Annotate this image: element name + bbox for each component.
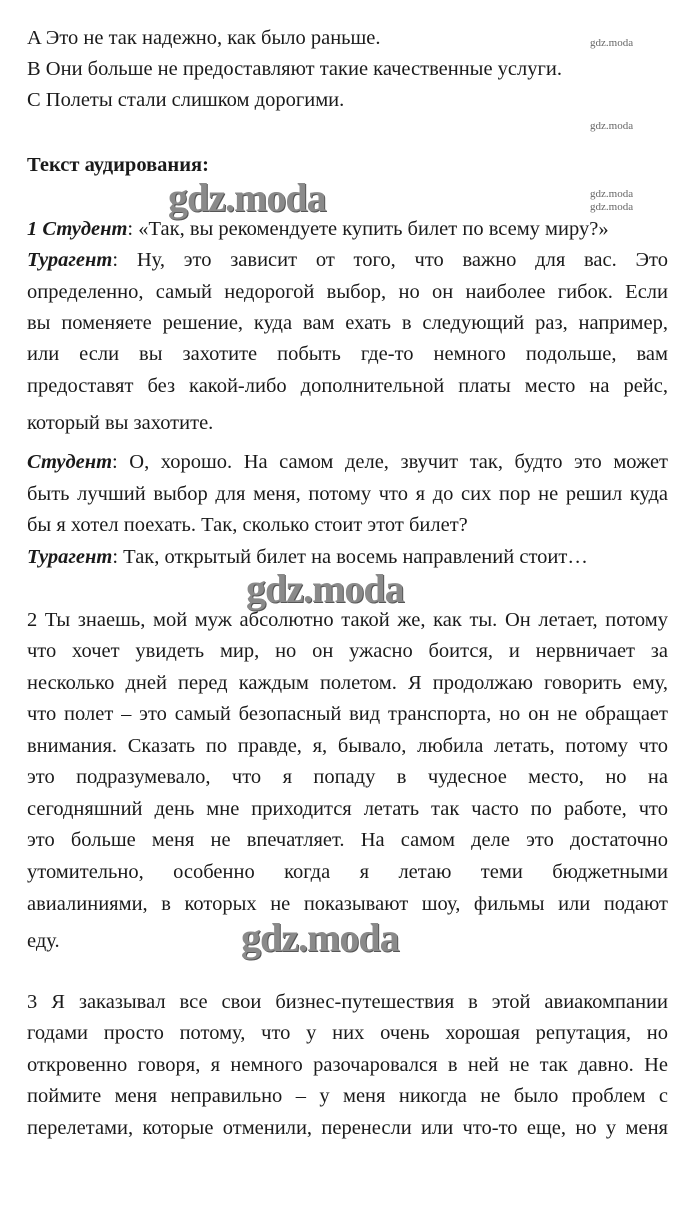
text-line: вы поменяете решение, куда вам ехать в следующий раз, например, <box>27 312 668 334</box>
speaker: 1 Студент <box>27 218 128 240</box>
watermark-large: gdz.moda <box>241 915 399 960</box>
text-line: поймите меня неправильно – у меня никогда не было проблем с <box>27 1085 668 1107</box>
text-line: несколько дней перед каждым полетом. Я продолжаю говорить ему, <box>27 672 668 694</box>
watermark-small: gdz.moda <box>590 37 634 49</box>
option-b: B Они больше не предоставляют такие качественные услуги. <box>27 58 563 80</box>
text-line: предоставят без какой-либо дополнительной платы место на рейс, <box>27 375 668 397</box>
watermark-small: gdz.moda <box>590 188 634 200</box>
speaker: Турагент <box>27 249 113 271</box>
section-heading: Текст аудирования: <box>27 154 209 176</box>
text-line: 3 Я заказывал все свои бизнес-путешествия в этой авиакомпании <box>27 991 668 1013</box>
text-line: перелетами, которые отменили, перенесли или что-то еще, но у меня <box>27 1117 668 1139</box>
dialogue-line <box>27 246 668 274</box>
text-line: быть лучший выбор для меня, потому что я до сих пор не решил куда <box>27 483 668 505</box>
text-line: это подразумевало, что я попаду в чудесное место, но на <box>27 766 668 788</box>
watermark-large: gdz.moda <box>168 175 326 220</box>
text-line: откровенно говоря, я немного разочаровался в ней не так давно. Не <box>27 1054 668 1076</box>
text-line: еду. <box>27 930 60 952</box>
text-line: годами просто потому, что у них очень хорошая репутация, но <box>27 1022 668 1044</box>
text-line: внимания. Сказать по правде, я, бывало, любила летать, потому что <box>27 735 668 757</box>
speech: : Так, открытый билет на восемь направлений стоит… <box>112 546 588 568</box>
watermark-small: gdz.moda <box>590 201 634 213</box>
watermark-large: gdz.moda <box>246 566 404 611</box>
text-line: или если вы захотите побыть где-то немного подольше, вам <box>27 343 668 365</box>
option-c: C Полеты стали слишком дорогими. <box>27 89 345 111</box>
text-line: авиалиниями, в которых не показывают шоу, фильмы или подают <box>27 893 668 915</box>
watermark-small: gdz.moda <box>590 120 634 132</box>
speech: : Ну, это зависит от того, что важно для вас. Это <box>112 249 668 271</box>
option-a: A Это не так надежно, как было раньше. <box>27 27 381 49</box>
text-line: 2 Ты знаешь, мой муж абсолютно такой же, как ты. Он летает, потому <box>27 609 668 631</box>
text-line: утомительно, особенно когда я летаю теми бюджетными <box>27 861 668 883</box>
dialogue-line <box>27 448 668 476</box>
text-line: это больше меня не впечатляет. На самом деле это достаточно <box>27 829 668 851</box>
text-line: определенно, самый недорогой выбор, но он наиболее гибок. Если <box>27 281 668 303</box>
text-line: сегодняшний день мне приходится летать так часто по работе, что <box>27 798 668 820</box>
speaker: Студент <box>27 451 113 473</box>
speaker: Турагент <box>27 546 113 568</box>
text-line: который вы захотите. <box>27 412 214 434</box>
text-line: что полет – это самый безопасный вид транспорта, но он не обращает <box>27 703 668 725</box>
text-line: бы я хотел поехать. Так, сколько стоит этот билет? <box>27 514 468 536</box>
text-line: что хочет увидеть мир, но он ужасно боится, и нервничает за <box>27 640 668 662</box>
dialogue-line <box>27 215 668 243</box>
speech: : «Так, вы рекомендуете купить билет по всему миру?» <box>127 218 609 240</box>
speech: : О, хорошо. На самом деле, звучит так, будто это может <box>112 451 668 473</box>
